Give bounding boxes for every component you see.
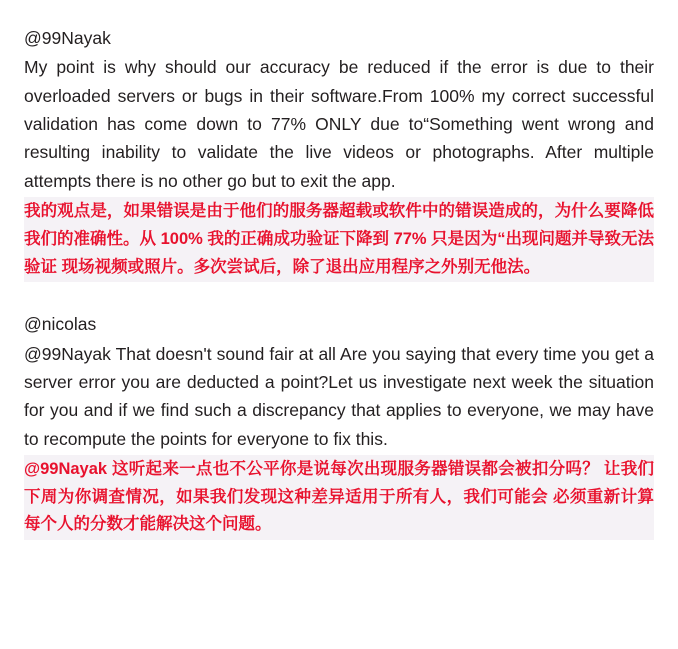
comment-thread: [24, 26, 654, 540]
post-body-english: @99Nayak That doesn't sound fair at all Are you saying that every time you get a server error you are deducted a point?Let us investigate next week the situation for you and if we find such a discrepancy that applies to everyone, we may have to recompute the points for everyone to fix this.: [24, 343, 654, 449]
post-body-chinese-translation: @99Nayak 这听起来一点也不公平你是说每次出现服务器错误都会被扣分吗？ 让我们下周为你调查情况，如果我们发现这种差异适用于所有人，我们可能会 必须重新计算每个人的分数才能解决这个问题。: [24, 455, 654, 540]
comment-post: [24, 312, 654, 540]
post-body-english: My point is why should our accuracy be reduced if the error is due to their overloaded servers or bugs in their software.From 100% my correct successful validation has come down to 77% ONLY due to“Something went wrong and resulting inability to validate the live videos or photographs. After multiple attempts there is no other go but to exit the app.: [24, 57, 654, 191]
comment-post: [24, 26, 654, 282]
post-author-handle[interactable]: @nicolas: [24, 314, 97, 335]
post-author-handle[interactable]: @99Nayak: [24, 28, 111, 48]
post-body-chinese-translation: 我的观点是，如果错误是由于他们的服务器超载或软件中的错误造成的，为什么要降低我们的准确性。从 100% 我的正确成功验证下降到 77% 只是因为“出现问题并导致无法验证 现场视频或照片。多次尝试后，除了退出应用程序之外别无他法。: [24, 197, 654, 282]
